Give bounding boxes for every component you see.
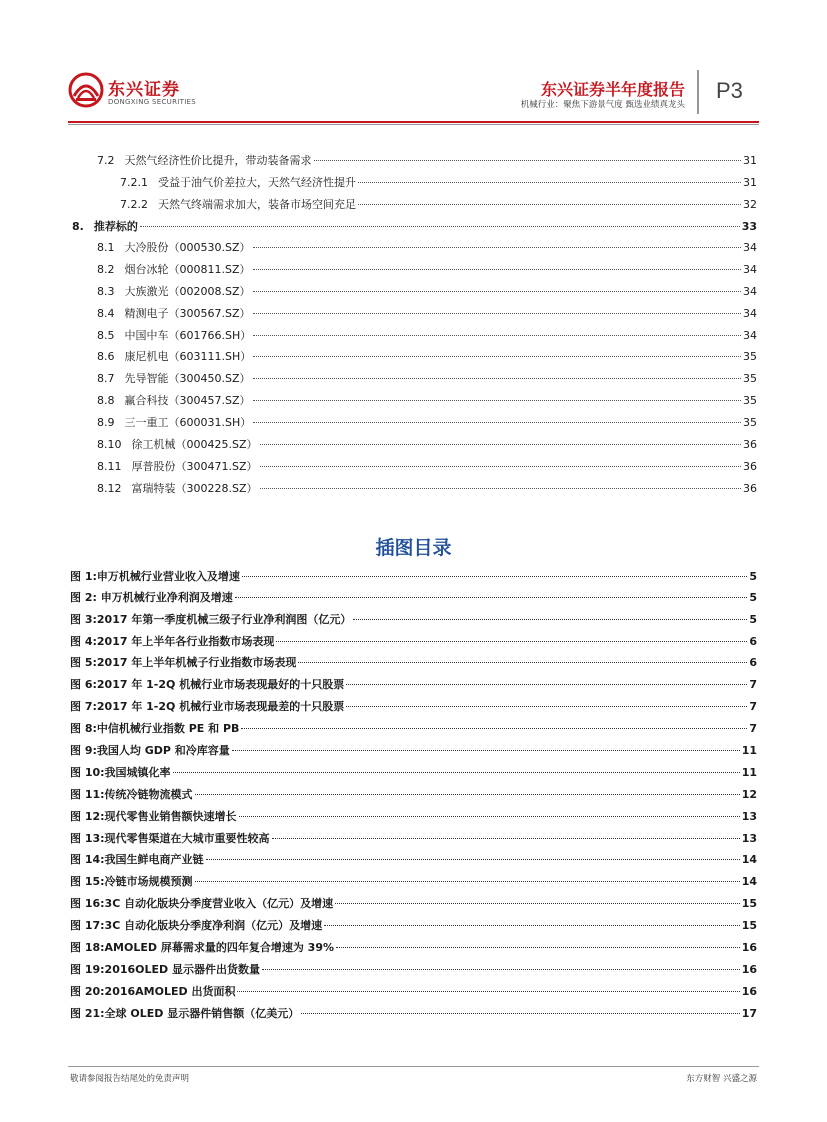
toc-text: 烟台冰轮（000811.SZ） — [124, 263, 251, 276]
figure-entry[interactable] — [70, 635, 757, 649]
figure-title: 图 12:现代零售业销售额快速增长 — [70, 810, 237, 823]
figure-leader — [237, 991, 739, 992]
figure-page: 13 — [741, 810, 757, 823]
page-header — [0, 0, 827, 130]
toc-text: 徐工机械（000425.SZ） — [131, 438, 258, 451]
page-number: P3 — [716, 78, 743, 103]
toc-entry[interactable] — [120, 198, 757, 212]
toc-page: 34 — [743, 329, 757, 342]
toc-leader — [253, 422, 741, 423]
figure-leader — [232, 750, 740, 751]
toc-text: 推荐标的 — [93, 220, 138, 233]
toc-number: 8.3 — [97, 285, 115, 298]
figure-page: 15 — [741, 897, 757, 910]
toc-text: 厚普股份（300471.SZ） — [131, 460, 258, 473]
figure-title: 图 8:中信机械行业指数 PE 和 PB — [70, 722, 240, 735]
toc-page: 35 — [743, 372, 757, 385]
figure-title: 图 15:冷链市场规模预测 — [70, 875, 193, 888]
toc-entry[interactable] — [120, 176, 757, 190]
figure-title: 图 1:申万机械行业营业收入及增速 — [70, 570, 240, 583]
toc-text: 先导智能（300450.SZ） — [124, 372, 251, 385]
figure-leader — [276, 641, 747, 642]
toc-entry[interactable] — [97, 482, 757, 496]
header-rule-red — [68, 121, 759, 123]
toc-page: 36 — [743, 482, 757, 495]
toc-page: 36 — [743, 460, 757, 473]
toc-page: 36 — [743, 438, 757, 451]
toc-text: 赢合科技（300457.SZ） — [124, 394, 251, 407]
figure-leader — [195, 794, 740, 795]
figure-title: 图 6:2017 年 1-2Q 机械行业市场表现最好的十只股票 — [70, 678, 345, 691]
toc-leader — [253, 291, 741, 292]
figure-leader — [335, 903, 740, 904]
toc-page: 33 — [741, 220, 757, 233]
figure-entry[interactable] — [70, 788, 757, 802]
figure-page: 14 — [741, 875, 757, 888]
figure-leader — [272, 838, 740, 839]
toc-entry[interactable] — [97, 263, 757, 277]
figure-leader — [235, 597, 748, 598]
figure-title: 图 14:我国生鲜电商产业链 — [70, 853, 204, 866]
toc-number: 8. — [72, 220, 84, 233]
figure-entry[interactable] — [70, 897, 757, 911]
figure-title: 图 17:3C 自动化版块分季度净利润（亿元）及增速 — [70, 919, 323, 932]
report-title: 东兴证券半年度报告 — [540, 80, 685, 99]
figure-leader — [336, 947, 740, 948]
figure-leader — [262, 969, 740, 970]
figure-title: 图 7:2017 年 1-2Q 机械行业市场表现最差的十只股票 — [70, 700, 345, 713]
figure-leader — [353, 619, 747, 620]
toc-number: 7.2.2 — [120, 198, 148, 211]
toc-text: 康尼机电（603111.SH） — [124, 350, 252, 363]
figure-leader — [298, 662, 747, 663]
figure-entry[interactable] — [70, 591, 757, 605]
figure-title: 图 16:3C 自动化版块分季度营业收入（亿元）及增速 — [70, 897, 334, 910]
toc-entry[interactable] — [72, 220, 757, 234]
toc-page: 34 — [743, 241, 757, 254]
figure-entry[interactable] — [70, 766, 757, 780]
figure-leader — [239, 816, 740, 817]
toc-entry[interactable] — [97, 438, 757, 452]
company-logo — [68, 72, 198, 112]
figure-page: 11 — [741, 744, 757, 757]
figure-leader — [324, 925, 740, 926]
figure-leader — [301, 1013, 739, 1014]
logo-english-name: DONGXING SECURITIES — [108, 98, 197, 106]
toc-page: 35 — [743, 416, 757, 429]
toc-text: 天然气经济性价比提升，带动装备需求 — [124, 154, 312, 167]
figure-entry[interactable] — [70, 613, 757, 627]
toc-page: 34 — [743, 263, 757, 276]
toc-entry[interactable] — [97, 394, 757, 408]
toc-entry[interactable] — [97, 307, 757, 321]
toc-leader — [253, 247, 741, 248]
report-subtitle: 机械行业：聚焦下游景气度 甄选业绩真龙头 — [520, 100, 685, 110]
toc-text: 天然气终端需求加大，装备市场空间充足 — [158, 198, 356, 211]
figure-leader — [346, 706, 747, 707]
toc-leader — [358, 204, 741, 205]
toc-page: 31 — [743, 154, 757, 167]
figure-entry[interactable] — [70, 853, 757, 867]
figure-entry[interactable] — [70, 700, 757, 714]
toc-number: 8.12 — [97, 482, 122, 495]
toc-leader — [253, 335, 741, 336]
figure-page: 11 — [741, 766, 757, 779]
toc-page: 35 — [743, 394, 757, 407]
figure-page: 7 — [749, 678, 757, 691]
figures-list-heading: 插图目录 — [375, 537, 452, 559]
figure-title: 图 20:2016AMOLED 出货面积 — [70, 985, 236, 998]
toc-entry[interactable] — [97, 285, 757, 299]
footer-slogan: 东方财智 兴盛之源 — [686, 1074, 757, 1084]
toc-page: 34 — [743, 285, 757, 298]
figure-page: 13 — [741, 832, 757, 845]
figure-title: 图 10:我国城镇化率 — [70, 766, 171, 779]
figure-entry[interactable] — [70, 678, 757, 692]
figure-leader — [242, 576, 747, 577]
toc-page: 34 — [743, 307, 757, 320]
figure-leader — [173, 772, 740, 773]
figure-entry[interactable] — [70, 656, 757, 670]
figure-leader — [241, 728, 747, 729]
figure-page: 6 — [749, 635, 757, 648]
figure-title: 图 21:全球 OLED 显示器件销售额（亿美元） — [70, 1007, 300, 1020]
footer-rule — [68, 1066, 759, 1067]
toc-number: 8.5 — [97, 329, 115, 342]
figure-page: 5 — [749, 591, 757, 604]
figure-entry[interactable] — [70, 963, 757, 977]
figure-title: 图 13:现代零售渠道在大城市重要性较高 — [70, 832, 270, 845]
toc-leader — [253, 313, 741, 314]
figure-entry[interactable] — [70, 985, 757, 999]
figure-page: 5 — [749, 613, 757, 626]
toc-leader — [140, 226, 740, 227]
toc-text: 大族激光（002008.SZ） — [124, 285, 251, 298]
footer-disclaimer-note: 敬请参阅报告结尾处的免责声明 — [70, 1074, 190, 1084]
toc-leader — [260, 488, 741, 489]
toc-text: 富瑞特装（300228.SZ） — [131, 482, 258, 495]
toc-leader — [260, 444, 741, 445]
toc-number: 8.8 — [97, 394, 115, 407]
toc-leader — [358, 182, 741, 183]
toc-leader — [253, 269, 741, 270]
toc-number: 8.2 — [97, 263, 115, 276]
toc-leader — [260, 466, 741, 467]
toc-leader — [253, 400, 741, 401]
figure-title: 图 11:传统冷链物流模式 — [70, 788, 193, 801]
figure-entry[interactable] — [70, 570, 757, 584]
toc-entry[interactable] — [97, 416, 757, 430]
figure-title: 图 3:2017 年第一季度机械三级子行业净利润图（亿元） — [70, 613, 352, 626]
figure-page: 12 — [741, 788, 757, 801]
toc-number: 8.9 — [97, 416, 115, 429]
figure-page: 7 — [749, 700, 757, 713]
figure-page: 15 — [741, 919, 757, 932]
figure-entry[interactable] — [70, 810, 757, 824]
figure-page: 5 — [749, 570, 757, 583]
toc-number: 8.1 — [97, 241, 115, 254]
toc-number: 8.11 — [97, 460, 122, 473]
toc-number: 7.2 — [97, 154, 115, 167]
toc-entry[interactable] — [97, 154, 757, 168]
figure-page: 17 — [741, 1007, 757, 1020]
logo-emblem-icon — [68, 72, 104, 108]
figure-entry[interactable] — [70, 722, 757, 736]
toc-number: 7.2.1 — [120, 176, 148, 189]
toc-entry[interactable] — [97, 460, 757, 474]
figure-title: 图 5:2017 年上半年机械子行业指数市场表现 — [70, 656, 297, 669]
toc-number: 8.10 — [97, 438, 122, 451]
toc-leader — [253, 378, 741, 379]
toc-leader — [253, 356, 741, 357]
figure-page: 16 — [741, 941, 757, 954]
toc-number: 8.6 — [97, 350, 115, 363]
toc-page: 35 — [743, 350, 757, 363]
figure-title: 图 18:AMOLED 屏幕需求量的四年复合增速为 39% — [70, 941, 334, 954]
toc-text: 三一重工（600031.SH） — [124, 416, 252, 429]
figure-entry[interactable] — [70, 875, 757, 889]
figure-page: 16 — [741, 963, 757, 976]
figure-title: 图 4:2017 年上半年各行业指数市场表现 — [70, 635, 275, 648]
toc-text: 中国中车（601766.SH） — [124, 329, 252, 342]
header-divider — [697, 70, 699, 114]
toc-entry[interactable] — [97, 241, 757, 255]
toc-entry[interactable] — [97, 372, 757, 386]
figure-entry[interactable] — [70, 832, 757, 846]
toc-page: 31 — [743, 176, 757, 189]
figure-leader — [206, 859, 740, 860]
figure-title: 图 19:2016OLED 显示器件出货数量 — [70, 963, 260, 976]
toc-entry[interactable] — [97, 350, 757, 364]
figure-entry[interactable] — [70, 1007, 757, 1021]
figure-page: 6 — [749, 656, 757, 669]
toc-entry[interactable] — [97, 329, 757, 343]
toc-text: 精测电子（300567.SZ） — [124, 307, 251, 320]
figure-leader — [195, 881, 740, 882]
figure-title: 图 9:我国人均 GDP 和冷库容量 — [70, 744, 230, 757]
figure-entry[interactable] — [70, 919, 757, 933]
figure-entry[interactable] — [70, 744, 757, 758]
figure-page: 7 — [749, 722, 757, 735]
header-rule-gray — [68, 124, 759, 125]
figure-leader — [346, 684, 747, 685]
toc-number: 8.7 — [97, 372, 115, 385]
toc-text: 大冷股份（000530.SZ） — [124, 241, 251, 254]
figure-entry[interactable] — [70, 941, 757, 955]
toc-page: 32 — [743, 198, 757, 211]
figure-page: 14 — [741, 853, 757, 866]
toc-text: 受益于油气价差拉大，天然气经济性提升 — [158, 176, 356, 189]
figure-page: 16 — [741, 985, 757, 998]
toc-leader — [314, 160, 742, 161]
figure-title: 图 2: 申万机械行业净利润及增速 — [70, 591, 233, 604]
logo-chinese-name: 东兴证券 — [108, 80, 180, 100]
toc-number: 8.4 — [97, 307, 115, 320]
